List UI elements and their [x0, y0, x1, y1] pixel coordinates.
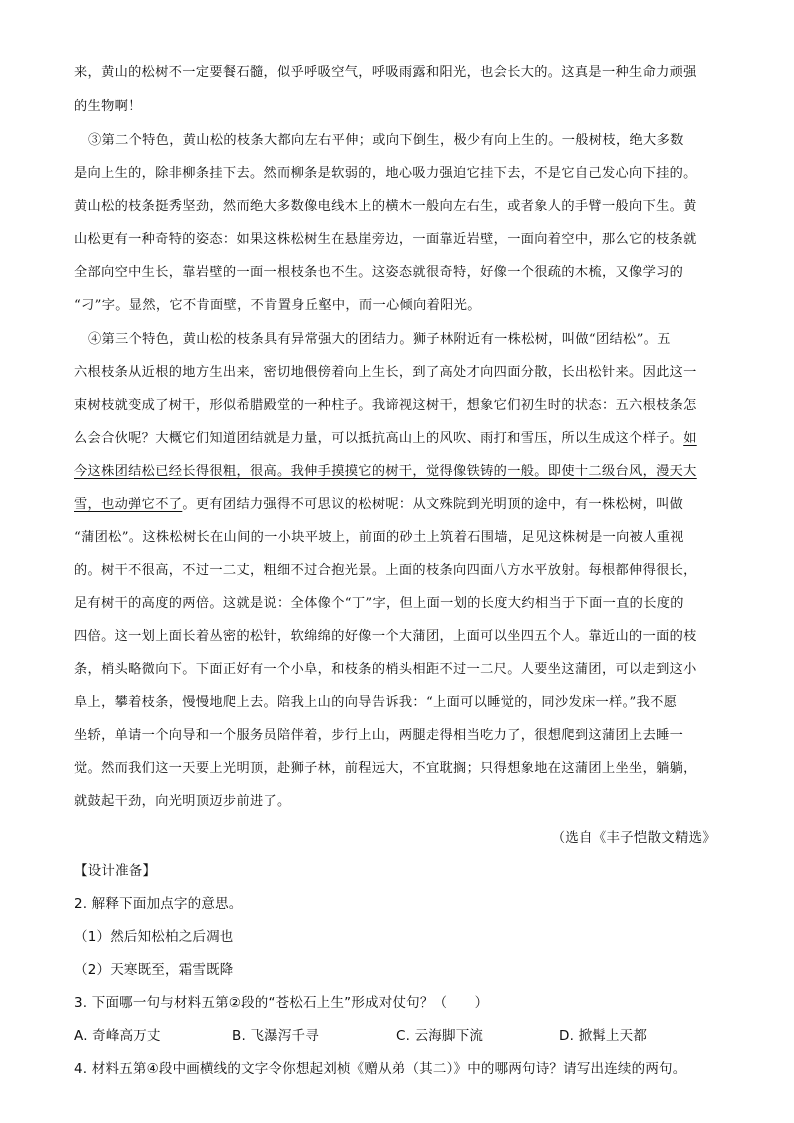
section-header: 【设计准备】 — [74, 863, 157, 879]
underlined-line: 今这株团结松已经长得很粗，很高。我伸手摸摸它的树干，觉得像铁铸的一般。即使十二级台风，漫天大 — [74, 464, 697, 479]
passage-line: “刁”字。显然，它不肯面壁，不肯置身丘壑中，而一心倾向着阳光。 — [74, 298, 481, 313]
passage-text: 么会合伙呢？大概它们知道团结就是力量，可以抵抗高山上的风吹、雨打和雪压，所以生成这个样子。 — [74, 431, 684, 446]
passage-line: 觉。然而我们这一天要上光明顶，赴狮子林，前程远大，不宜耽搁；只得想象地在这蒲团上坐坐，躺躺， — [74, 761, 697, 776]
passage-line — [74, 495, 683, 515]
passage-line: ④第三个特色，黄山松的枝条具有异常强大的团结力。狮子林附近有一株松树，叫做“团结松”。五 — [88, 332, 671, 347]
passage-line: 全部向空中生长，靠岩壁的一面一根枝条也不生。这姿态就很奇特，好像一个很疏的木梳，又像学习的 — [74, 265, 684, 280]
passage-line: 坐轿，单请一个向导和一个服务员陪伴着，步行上山，两腿走得相当吃力了，很想爬到这蒲团上去睡一 — [74, 728, 684, 743]
question-2-prompt: 2. 解释下面加点字的意思。 — [74, 896, 243, 912]
passage-line: 就鼓起干劲，向光明顶迈步前进了。 — [74, 794, 291, 809]
passage-line: 条，梢头略微向下。下面正好有一个小阜，和枝条的梢头相距不过一二尺。人要坐这蒲团，可以走到这小 — [74, 662, 697, 677]
passage-line: 阜上，攀着枝条，慢慢地爬上去。陪我上山的向导告诉我：“上面可以睡觉的，同沙发床一样。”我不愿 — [74, 695, 678, 710]
option-a: A. 奇峰高万丈 — [74, 1028, 161, 1044]
passage-line — [74, 429, 697, 449]
option-b: B. 飞瀑泻千寻 — [232, 1028, 319, 1044]
passage-line: 的生物啊！ — [74, 99, 142, 114]
passage-text: 。更有团结力强得不可思议的松树呢：从文殊院到光明顶的途中，有一株松树，叫做 — [182, 497, 684, 512]
question-4-prompt: 4. 材料五第④段中画横线的文字令你想起刘桢《赠从弟（其二）》中的哪两句诗？请写出连续的两句。 — [74, 1061, 687, 1077]
passage-line: 黄山松的枝条挺秀坚劲，然而绝大多数像电线木上的横木一般向左右生，或者象人的手臂一般向下生。黄 — [74, 199, 697, 214]
passage-line: 六根枝条从近根的地方生出来，密切地偎傍着向上生长，到了高处才向四面分散，长出松针来。因此这一 — [74, 365, 697, 380]
passage-line: 束树枝就变成了树干，形似希腊殿堂的一种柱子。我谛视这树干，想象它们初生时的状态：五六根枝条怎 — [74, 398, 697, 413]
option-c: C. 云海脚下流 — [396, 1028, 484, 1044]
option-d: D. 掀髯上天都 — [559, 1028, 648, 1044]
question-2-item: （2）天寒既至，霜雪既降 — [74, 962, 234, 978]
passage-line: 足有树干的高度的两倍。这就是说：全体像个“丁”字，但上面一划的长度大约相当于下面一直的长度的 — [74, 596, 684, 611]
underlined-text: 如 — [683, 431, 697, 446]
passage-line: 四倍。这一划上面长着丛密的松针，软绵绵的好像一个大蒲团，上面可以坐四五个人。靠近山的一面的枝 — [74, 629, 697, 644]
source-citation: （选自《丰子恺散文精选》 — [551, 830, 716, 846]
passage-line: 山松更有一种奇特的姿态：如果这株松树生在悬崖旁边，一面靠近岩壁，一面向着空中，那么它的枝条就 — [74, 232, 697, 247]
passage-line: ③第二个特色，黄山松的枝条大都向左右平伸；或向下倒生，极少有向上生的。一般树枝，绝大多数 — [88, 133, 684, 148]
passage-line: 的。树干不很高，不过一二丈，粗细不过合抱光景。上面的枝条向四面八方水平放射。每根都伸得很长， — [74, 563, 697, 578]
question-3-prompt: 3. 下面哪一句与材料五第②段的“苍松石上生”形成对仗句？（ ） — [74, 995, 489, 1011]
underlined-text: 雪，也动弹它不了 — [74, 497, 183, 512]
question-2-item: （1）然后知松柏之后凋也 — [74, 929, 234, 945]
passage-line: “蒲团松”。这株松树长在山间的一小块平坡上，前面的砂土上筑着石围墙，足见这株树是一向被人重视 — [74, 530, 684, 545]
passage-line: 是向上生的，除非柳条挂下去。然而柳条是软弱的，地心吸力强迫它挂下去，不是它自己发心向下挂的。 — [74, 166, 697, 181]
passage-line: 来，黄山的松树不一定要餐石髓，似乎呼吸空气，呼吸雨露和阳光，也会长大的。这真是一种生命力顽强 — [74, 65, 697, 80]
